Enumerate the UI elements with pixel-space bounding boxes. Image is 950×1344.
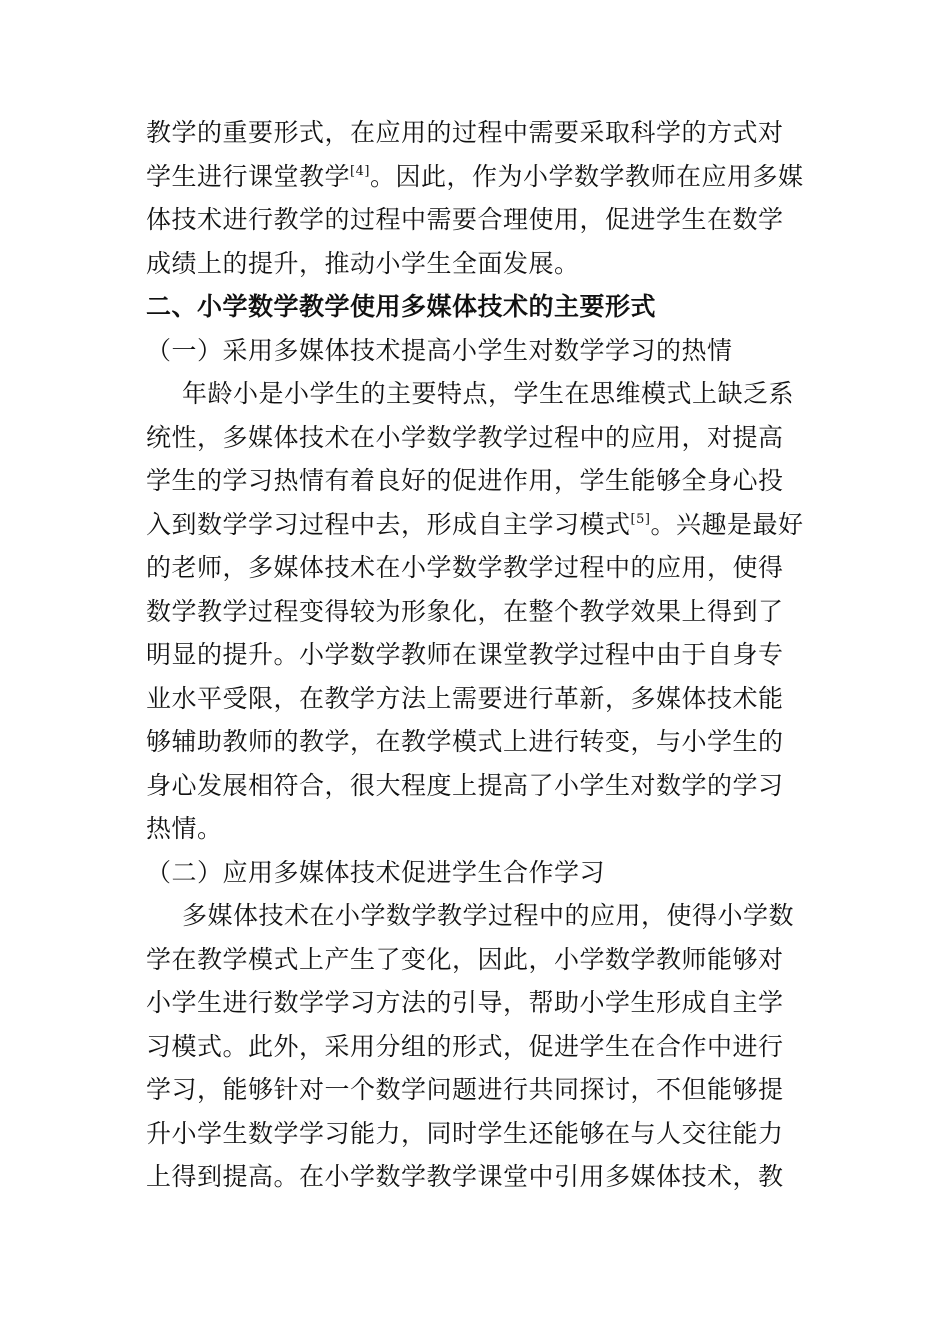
paragraph-line: 学在教学模式上产生了变化，因此，小学数学教师能够对	[146, 944, 784, 974]
paragraph-line-text: 。兴趣是最好	[650, 509, 804, 539]
paragraph-line-text: 学生进行课堂教学	[146, 161, 351, 191]
paragraph-line: 年龄小是小学生的主要特点，学生在思维模式上缺乏系	[182, 379, 795, 408]
paragraph-line: 小学生进行数学学习方法的引导，帮助小学生形成自主学	[146, 988, 784, 1017]
paragraph-line: 统性，多媒体技术在小学数学教学过程中的应用，对提高	[146, 422, 784, 452]
paragraph-line: 上得到提高。在小学数学教学课堂中引用多媒体技术，教	[146, 1162, 784, 1191]
paragraph-line: 的老师，多媒体技术在小学数学教学过程中的应用，使得	[146, 553, 784, 582]
paragraph-line: 成绩上的提升，推动小学生全面发展。	[146, 248, 580, 278]
paragraph-line: 热情。	[146, 814, 223, 843]
paragraph-line: 多媒体技术在小学数学教学过程中的应用，使得小学数	[182, 901, 795, 930]
paragraph-line-text: 。因此，作为小学数学教师在应用多媒	[369, 161, 804, 191]
paragraph-line: 身心发展相符合，很大程度上提高了小学生对数学的学习	[146, 770, 784, 800]
paragraph-line: 够辅助教师的教学，在教学模式上进行转变，与小学生的	[146, 727, 784, 756]
subsection-title: （一）采用多媒体技术提高小学生对数学学习的热情	[146, 335, 733, 365]
paragraph-line: 明显的提升。小学数学教师在课堂教学过程中由于自身专	[146, 640, 784, 669]
paragraph-line: 体技术进行教学的过程中需要合理使用，促进学生在数学	[146, 205, 784, 234]
paragraph-line: 业水平受限，在教学方法上需要进行革新，多媒体技术能	[146, 683, 784, 713]
paragraph-line: 教学的重要形式，在应用的过程中需要采取科学的方式对	[146, 118, 784, 147]
section-heading: 二、小学数学教学使用多媒体技术的主要形式	[146, 292, 657, 321]
paragraph-line: 学生的学习热情有着良好的促进作用，学生能够全身心投	[146, 466, 784, 495]
paragraph-line-text: 入到数学学习过程中去，形成自主学习模式	[146, 509, 631, 539]
paragraph-line	[146, 503, 816, 547]
paragraph-line: 学习，能够针对一个数学问题进行共同探讨，不但能够提	[146, 1075, 784, 1104]
paragraph-line: 数学教学过程变得较为形象化，在整个教学效果上得到了	[146, 596, 784, 626]
paragraph-line: 升小学生数学学习能力，同时学生还能够在与人交往能力	[146, 1118, 784, 1148]
subsection-title: （二）应用多媒体技术促进学生合作学习	[146, 857, 606, 887]
citation-marker: [4]	[350, 163, 370, 179]
paragraph-line	[146, 155, 816, 199]
paragraph-line: 习模式。此外，采用分组的形式，促进学生在合作中进行	[146, 1031, 784, 1061]
citation-marker: [5]	[630, 511, 651, 527]
document-body	[146, 111, 816, 1199]
